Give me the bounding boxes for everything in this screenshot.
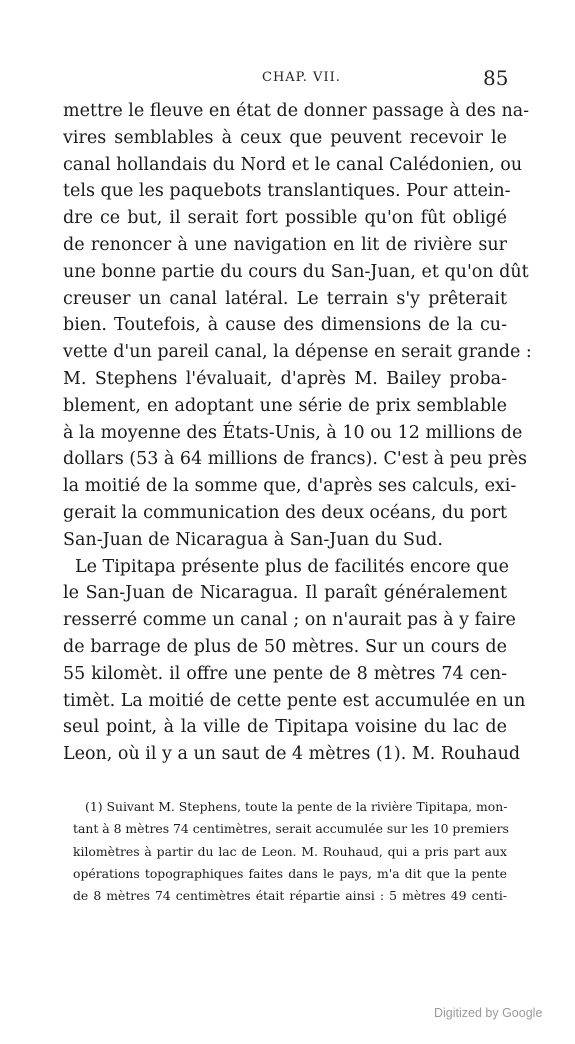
footnote-block	[73, 796, 507, 907]
body-line: mettre le fleuve en état de donner passage à des na-	[63, 101, 530, 121]
footnote-line: tant à 8 mètres 74 centimètres, serait accumulée sur les 10 premiers	[73, 821, 509, 837]
body-line: de renoncer à une navigation en lit de rivière sur	[63, 234, 507, 255]
body-line: Leon, où il y a un saut de 4 mètres (1). M. Rouhaud	[63, 744, 521, 765]
body-line: de barrage de plus de 50 mètres. Sur un cours de	[63, 636, 507, 657]
body-line: une bonne partie du cours du San-Juan, et qu'on dût	[63, 261, 529, 282]
body-line: resserré comme un canal ; on n'aurait pas à y faire	[63, 610, 516, 631]
paragraph-start-line: Le Tipitapa présente plus de facilités encore que	[75, 556, 510, 577]
body-line: le San-Juan de Nicaragua. Il paraît généralement	[63, 583, 507, 604]
body-line: creuser un canal latéral. Le terrain s'y prêterait	[63, 288, 507, 309]
body-line: à la moyenne des États-Unis, à 10 ou 12 millions de	[63, 422, 523, 443]
body-line: dre ce but, il serait fort possible qu'on fût obligé	[63, 208, 507, 229]
body-line: blement, en adoptant une série de prix semblable	[63, 395, 507, 416]
body-line: tels que les paquebots translantiques. Pour attein-	[63, 181, 511, 202]
body-line: bien. Toutefois, à cause des dimensions de la cu-	[63, 315, 507, 336]
body-line: dollars (53 à 64 millions de francs). C'est à peu près	[63, 449, 527, 470]
footnote-line: kilomètres à partir du lac de Leon. M. Rouhaud, qui a pris part aux	[73, 843, 507, 859]
footnote-line: (1) Suivant M. Stephens, toute la pente de la rivière Tipitapa, mon-	[85, 799, 508, 814]
body-line: la moitié de la somme que, d'après ses calculs, exi-	[63, 476, 517, 497]
running-head: CHAP. VII.	[262, 70, 341, 85]
footnote-line: opérations topographiques faites dans le pays, m'a dit que la pente	[73, 865, 507, 881]
body-line: M. Stephens l'évaluait, d'après M. Bailey proba-	[63, 368, 507, 389]
page-number: 85	[483, 66, 509, 90]
body-line: vires semblables à ceux que peuvent recevoir le	[63, 127, 507, 148]
body-line: seul point, à la ville de Tipitapa voisine du lac de	[63, 717, 507, 738]
body-line: canal hollandais du Nord et le canal Calédonien, ou	[63, 154, 523, 175]
footnote-line: de 8 mètres 74 centimètres était répartie ainsi : 5 mètres 49 centi-	[73, 888, 507, 904]
body-line: gerait la communication des deux océans, du port	[63, 502, 508, 523]
body-line: 55 kilomèt. il offre une pente de 8 mètres 74 cen-	[63, 663, 507, 684]
digitization-watermark: Digitized by Google	[434, 1006, 543, 1020]
body-line: vette d'un pareil canal, la dépense en serait grande :	[63, 342, 532, 363]
body-text	[63, 98, 532, 768]
body-line: timèt. La moitié de cette pente est accumulée en un	[63, 690, 526, 711]
body-line: San-Juan de Nicaragua à San-Juan du Sud.	[63, 529, 443, 550]
